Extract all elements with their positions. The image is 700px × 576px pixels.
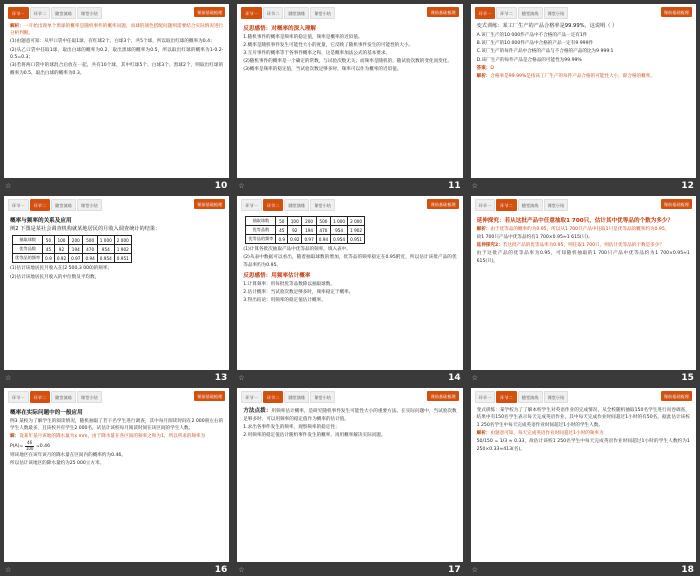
slide-title: 概率与频率的关系及应用 bbox=[10, 217, 72, 224]
slide-cell[interactable] bbox=[233, 192, 466, 384]
table-cell: 954 bbox=[97, 245, 114, 254]
slide-topbar bbox=[237, 196, 462, 212]
paragraph: D.该厂生产的每件产品是合格品的可能性为99.99% bbox=[476, 57, 582, 63]
tab-item[interactable]: 环节一 bbox=[241, 391, 262, 403]
paragraph-text: 一开始出现单个黑球的概率是随机事件的概率问题，而球的颜色搭配问题则需要结合实际情况进行分析判断。 bbox=[10, 23, 224, 37]
slide-cell[interactable] bbox=[467, 0, 700, 192]
tab-item[interactable]: 环节二 bbox=[496, 7, 517, 19]
tab-item[interactable]: 课堂小结 bbox=[77, 391, 102, 403]
tab-item[interactable]: 课堂小结 bbox=[310, 391, 335, 403]
formula-tail: =0.46 bbox=[35, 444, 51, 450]
tab-item[interactable]: 课堂小结 bbox=[310, 199, 335, 211]
slide-body bbox=[471, 404, 696, 453]
slide-topbar bbox=[471, 4, 696, 20]
table-cell: 优等品的频率 bbox=[246, 235, 276, 244]
table-cell: 0.954 bbox=[331, 235, 348, 244]
paragraph: 2.用频率的稳定值估计随机事件发生的概率，再用概率解决实际问题。 bbox=[243, 433, 386, 439]
slide-cell[interactable] bbox=[233, 384, 466, 576]
paragraph: (1)由题意可知：从甲口袋中任取1球，有红球2个、白球3个，共5个球，所以取出红球的概率为0.4； bbox=[10, 39, 215, 45]
paragraph: 故1 700只产品中优等品约有1 700×0.95≈1 615(只)。 bbox=[476, 234, 593, 240]
paragraph: 1.计算频率：用每批优等品数除以抽取球数。 bbox=[243, 281, 335, 287]
tab-group bbox=[8, 7, 102, 19]
table-cell: 194 bbox=[69, 245, 83, 254]
paragraph: C.该厂生产的每件产品中合格的产品与不合格的产品的比为9 999∶1 bbox=[476, 49, 614, 55]
paragraph: (3)若将两口袋中的球混合后放在一起，共有10个球，其中红球5个、白球3个、黑球2个，则取出红球的概率为0.5，取出白球的概率为0.3。 bbox=[10, 63, 224, 76]
table-row bbox=[13, 245, 132, 254]
tab-item[interactable]: 环节一 bbox=[241, 7, 262, 19]
table-cell: 200 bbox=[302, 217, 316, 226]
slide-topbar bbox=[237, 4, 462, 20]
table-row bbox=[246, 217, 365, 226]
table-cell: 50 bbox=[276, 217, 288, 226]
table-cell: 50 bbox=[43, 236, 55, 245]
tab-item[interactable]: 课堂小结 bbox=[77, 7, 102, 19]
slide-cell[interactable] bbox=[0, 0, 233, 192]
tab-group bbox=[241, 7, 335, 19]
favorite-icon[interactable]: ☆ bbox=[471, 566, 478, 574]
slide-topbar bbox=[237, 388, 462, 404]
slide-title: 反思感悟：用频率估计概率 bbox=[243, 272, 311, 279]
paragraph: B.该厂生产的10 000件产品中合格的产品一定有9 999件 bbox=[476, 41, 594, 47]
table-cell: 0.94 bbox=[316, 235, 330, 244]
paragraph: (2)随机事件的概率是一个确定的常数，与试验次数无关；而频率是随机的，随试验次数的变化而变化。 bbox=[243, 59, 452, 65]
tab-item[interactable]: 随堂演练 bbox=[284, 199, 309, 211]
paragraph: 1.随机事件的概率是频率的稳定值，频率是概率的近似值。 bbox=[243, 34, 363, 40]
table-cell: 200 bbox=[69, 236, 83, 245]
table-cell: 2 000 bbox=[114, 236, 131, 245]
table-cell: 0.951 bbox=[348, 235, 365, 244]
slide-body bbox=[4, 212, 229, 281]
paragraph: 2.概率是随机事件发生可能性大小的度量，它反映了随机事件发生的可能性的大小。 bbox=[243, 42, 414, 48]
tab-item[interactable]: 环节二 bbox=[30, 7, 51, 19]
paragraph bbox=[477, 73, 690, 80]
paragraph-text: D bbox=[490, 65, 494, 71]
favorite-icon[interactable]: ☆ bbox=[238, 566, 245, 574]
tab-group bbox=[475, 391, 569, 403]
slide-14[interactable] bbox=[237, 196, 462, 370]
tab-item[interactable]: 环节一 bbox=[475, 199, 496, 211]
paragraph bbox=[477, 430, 690, 437]
tab-group bbox=[241, 391, 335, 403]
paragraph: 3.得出结论：用频率的稳定值估计概率。 bbox=[243, 298, 326, 304]
formula-lead: P(A)= bbox=[10, 444, 24, 450]
paragraph bbox=[477, 242, 690, 249]
table-cell: 470 bbox=[316, 226, 330, 235]
tab-item[interactable]: 环节一 bbox=[475, 391, 496, 403]
table-cell: 0.97 bbox=[69, 254, 83, 263]
table-cell: 0.94 bbox=[83, 254, 97, 263]
course-review-button[interactable]: 课前基础梳理 bbox=[661, 7, 692, 17]
paragraph: 所以估计该地区的降水量约为25 000立方米。 bbox=[10, 461, 105, 467]
table-cell: 0.97 bbox=[302, 235, 316, 244]
slide-title: 反思感悟：对概率的深入理解 bbox=[243, 25, 317, 32]
table-cell: 194 bbox=[302, 226, 316, 235]
slide-topbar bbox=[4, 388, 229, 404]
slide-cell[interactable] bbox=[0, 192, 233, 384]
paragraph-label: 解析： bbox=[476, 430, 491, 436]
table-cell: 100 bbox=[288, 217, 302, 226]
page-number: 17 bbox=[448, 565, 461, 575]
favorite-icon[interactable]: ☆ bbox=[238, 182, 245, 190]
slide-topbar bbox=[471, 196, 696, 212]
tab-item[interactable]: 随堂演练 bbox=[51, 391, 76, 403]
table-cell: 1 902 bbox=[114, 245, 131, 254]
paragraph-label: 延伸探究2： bbox=[476, 242, 503, 248]
data-table bbox=[245, 216, 365, 244]
paragraph-text: 用频率估计概率，是研究随机事件发生可能性大小的重要方法。在实际问题中，当试验次数足够多时，可以用频率的稳定值作为概率的估计值。 bbox=[243, 408, 457, 422]
paragraph-label: 答案： bbox=[476, 65, 491, 71]
slide-subtitle: 例3 某校为了解学生的阅读情况，随机抽取了若干名学生进行调查，其中每月阅读时间在2 000册左右的学生人数最多，且该校共有学生2 000名，试估计该校每月阅读时间在该区间的学生人数。 bbox=[10, 418, 224, 431]
table-cell: 100 bbox=[54, 236, 68, 245]
slide-body bbox=[4, 20, 229, 77]
table-row bbox=[246, 235, 365, 244]
denominator: 100 bbox=[25, 445, 34, 451]
tab-item[interactable]: 环节二 bbox=[30, 199, 51, 211]
slide-title: 延伸探究：若从这批产品中任意抽取1 700只，估计其中优等品的个数为多少？ bbox=[476, 217, 674, 224]
paragraph-label: 解析： bbox=[476, 226, 491, 232]
tab-item[interactable]: 随堂演练 bbox=[518, 199, 543, 211]
table-cell: 优等品的频率 bbox=[13, 254, 43, 263]
slide-18[interactable] bbox=[471, 388, 696, 562]
paragraph: 3.互斥事件的概率等于各事件概率之和，这是概率加法公式的基本要求。 bbox=[243, 50, 391, 56]
favorite-icon[interactable]: ☆ bbox=[5, 182, 12, 190]
table-cell: 0.9 bbox=[276, 235, 288, 244]
tab-item[interactable]: 随堂演练 bbox=[284, 7, 309, 19]
table-row bbox=[13, 254, 132, 263]
paragraph-label: 解： bbox=[10, 434, 20, 440]
paragraph: (1)估计该地居民月收入在[2 500,3 000)的频率； bbox=[10, 266, 113, 272]
tab-item[interactable]: 课堂小结 bbox=[544, 199, 569, 211]
page-number: 15 bbox=[681, 373, 694, 383]
tab-item[interactable]: 课堂小结 bbox=[544, 7, 569, 19]
table-cell: 0.9 bbox=[43, 254, 55, 263]
tab-item[interactable]: 环节一 bbox=[241, 199, 262, 211]
slide-17[interactable] bbox=[237, 388, 462, 562]
table-cell: 0.951 bbox=[114, 254, 131, 263]
tab-item[interactable]: 随堂演练 bbox=[518, 7, 543, 19]
favorite-icon[interactable]: ☆ bbox=[471, 374, 478, 382]
table-cell: 1 902 bbox=[348, 226, 365, 235]
paragraph-text: 由题意可知，每天完成英语作业时间超过1小时的频率为 bbox=[490, 430, 604, 436]
table-cell: 0.92 bbox=[288, 235, 302, 244]
paragraph: (2)估计该地居民月收入的中位数及平均数。 bbox=[10, 274, 100, 280]
paragraph: (2)从乙口袋中任取1球，取出白球的概率为0.2，取出黑球的概率为0.5，所以取出红球的概率为1-0.2-0.5=0.3； bbox=[10, 47, 224, 61]
slide-title: 变式训练：某学校为了了解本校学生对英语作业的完成情况，从全校随机抽取150名学生进行问卷调查，结果中有150名学生表示每天完成英语作业，其中每天完成作业时间超过1小时的有50名。据此估计该校1 250名学生中每天完成英语作业时间超过1小时的学生人数。 bbox=[476, 407, 690, 428]
numerator: 46 bbox=[25, 441, 35, 446]
tab-item[interactable]: 随堂演练 bbox=[284, 391, 309, 403]
slide-13[interactable] bbox=[4, 196, 229, 370]
paragraph: (1)计算各批次抽取产品中优等品的频率，填入表中。 bbox=[243, 247, 351, 252]
table-cell: 0.954 bbox=[97, 254, 114, 263]
page-number: 12 bbox=[681, 181, 694, 191]
slide-title: 方法点拨： bbox=[243, 407, 272, 414]
page-number: 18 bbox=[681, 565, 694, 575]
table-cell: 500 bbox=[316, 217, 330, 226]
slide-body bbox=[471, 20, 696, 80]
tab-item[interactable]: 环节二 bbox=[263, 391, 284, 403]
tab-item[interactable]: 课堂小结 bbox=[544, 391, 569, 403]
tab-group bbox=[8, 391, 102, 403]
tab-item[interactable]: 随堂演练 bbox=[51, 7, 76, 19]
paragraph: A.该厂生产的10 000件产品中不合格的产品一定有1件 bbox=[476, 32, 588, 38]
paragraph: (3)概率是频率的稳定值，当试验次数足够多时，频率可以作为概率的近似值。 bbox=[243, 67, 402, 73]
course-review-button[interactable]: 课前基础梳理 bbox=[194, 7, 225, 17]
favorite-icon[interactable]: ☆ bbox=[5, 566, 12, 574]
table-cell: 0.92 bbox=[54, 254, 68, 263]
page-number: 16 bbox=[214, 565, 228, 575]
paragraph-text: 若这批产品的优等品率为0.95，则任取1 700只，则估计优等品的个数是多少？ bbox=[502, 242, 664, 248]
table-row bbox=[13, 236, 132, 245]
table-cell: 优等品数 bbox=[13, 245, 43, 254]
tab-item[interactable]: 课堂小结 bbox=[310, 7, 335, 19]
slide-subtitle: 例2 下图是某社会调查机构就某地居民的月收入调查统计的结果： bbox=[10, 225, 161, 232]
slide-title: 变式训练：某工厂生产的产品合格率是99.99%，这说明（ ） bbox=[476, 23, 618, 29]
tab-item[interactable]: 环节一 bbox=[8, 199, 29, 211]
table-cell: 抽取球数 bbox=[13, 236, 43, 245]
table-cell: 92 bbox=[288, 226, 302, 235]
paragraph: 由于这批产品的优等品率为0.95，可知随机抽取的1 700只产品中优等品约为1 700×0.95≈1 615(只)。 bbox=[476, 251, 690, 264]
slide-10[interactable] bbox=[4, 4, 229, 178]
course-review-button[interactable]: 课前基础梳理 bbox=[661, 391, 692, 401]
course-review-button[interactable]: 课前基础梳理 bbox=[427, 391, 458, 401]
data-table bbox=[12, 235, 132, 263]
slide-topbar bbox=[4, 196, 229, 212]
slide-body bbox=[471, 212, 696, 265]
favorite-icon[interactable]: ☆ bbox=[471, 182, 478, 190]
tab-item[interactable]: 随堂演练 bbox=[518, 391, 543, 403]
table-cell: 2 000 bbox=[348, 217, 365, 226]
paragraph bbox=[243, 407, 456, 423]
slide-cell[interactable] bbox=[467, 384, 700, 576]
page-number: 14 bbox=[448, 373, 461, 383]
paragraph bbox=[477, 65, 690, 72]
paragraph-label: 解析： bbox=[10, 23, 24, 29]
course-review-button[interactable]: 课前基础梳理 bbox=[661, 199, 692, 209]
slide-topbar bbox=[471, 388, 696, 404]
table-cell: 500 bbox=[83, 236, 97, 245]
slide-body bbox=[237, 404, 462, 440]
paragraph-label: 解析： bbox=[476, 73, 491, 79]
favorite-icon[interactable]: ☆ bbox=[238, 374, 245, 382]
tab-item[interactable]: 课堂小结 bbox=[77, 199, 102, 211]
slide-body bbox=[4, 404, 229, 468]
table-row bbox=[246, 226, 365, 235]
paragraph-text: 合格率是99.99%是指该工厂生产的每件产品合格的可能性大小，即合格的概率。 bbox=[490, 73, 655, 79]
paragraph bbox=[10, 23, 223, 38]
slide-cell[interactable] bbox=[467, 192, 700, 384]
course-review-button[interactable]: 课前基础梳理 bbox=[194, 391, 225, 401]
paragraph-text: 设某年某月该地的降水量为x mm，由于降水量在各区间的频率之和为1，所以所求的频率为 bbox=[19, 434, 206, 440]
table-cell: 抽取球数 bbox=[246, 217, 276, 226]
table-cell: 1 000 bbox=[331, 217, 348, 226]
tab-group bbox=[8, 199, 102, 211]
tab-item[interactable]: 环节二 bbox=[263, 7, 284, 19]
course-review-button[interactable]: 课前基础梳理 bbox=[427, 7, 458, 17]
slide-16[interactable] bbox=[4, 388, 229, 562]
tab-item[interactable]: 环节一 bbox=[8, 7, 29, 19]
table-cell: 45 bbox=[43, 245, 55, 254]
tab-group bbox=[475, 7, 569, 19]
table-cell: 470 bbox=[83, 245, 97, 254]
slide-title: 概率在实际问题中的一般应用 bbox=[10, 409, 83, 416]
slide-cell[interactable] bbox=[233, 0, 466, 192]
slide-12[interactable] bbox=[471, 4, 696, 178]
slide-15[interactable] bbox=[471, 196, 696, 370]
slide-cell[interactable] bbox=[0, 384, 233, 576]
table-cell: 92 bbox=[54, 245, 68, 254]
paragraph bbox=[477, 226, 690, 233]
tab-item[interactable]: 随堂演练 bbox=[51, 199, 76, 211]
page-number: 13 bbox=[214, 373, 228, 383]
slide-body bbox=[237, 212, 462, 305]
paragraph-text: 由于优等品的概率约为0.95，所以从1 700只产品中任取1只是优等品的概率约为0.95， bbox=[490, 226, 670, 232]
table-cell: 1 000 bbox=[97, 236, 114, 245]
table-cell: 45 bbox=[276, 226, 288, 235]
tab-item[interactable]: 环节一 bbox=[8, 391, 29, 403]
paragraph bbox=[10, 433, 223, 440]
tab-item[interactable]: 环节二 bbox=[496, 199, 517, 211]
tab-item[interactable]: 环节二 bbox=[30, 391, 51, 403]
page-number: 10 bbox=[214, 181, 228, 191]
paragraph: 50/150 = 1/3 ≈ 0.33，故估计该校1 250名学生中每天完成英语作业时间超过1小时的学生人数约为1 250×0.33≈413(名)。 bbox=[476, 439, 690, 452]
slide-11[interactable] bbox=[237, 4, 462, 178]
paragraph: 则该地区在该年该月的降水量在区间内的概率约为0.46。 bbox=[10, 452, 126, 458]
table-cell: 954 bbox=[331, 226, 348, 235]
slide-topbar bbox=[4, 4, 229, 20]
tab-item[interactable]: 环节二 bbox=[496, 391, 517, 403]
favorite-icon[interactable]: ☆ bbox=[5, 374, 12, 382]
paragraph bbox=[10, 441, 223, 451]
page-number: 11 bbox=[448, 181, 461, 191]
paragraph: (2)从表中数据可以看出，随着抽取球数的增加，优等品的频率稳定在0.95附近，所以估计该批产品的优等品率约为0.95。 bbox=[243, 255, 457, 268]
tab-group bbox=[241, 199, 335, 211]
paragraph: 2.估计概率：当试验次数足够多时，频率稳定于概率。 bbox=[243, 289, 354, 295]
course-review-button[interactable]: 课前基础梳理 bbox=[194, 199, 225, 209]
paragraph: 1.求出各事件发生的频率，观察频率的稳定性； bbox=[243, 425, 340, 431]
table-cell: 优等品数 bbox=[246, 226, 276, 235]
slide-body bbox=[237, 20, 462, 74]
course-review-button[interactable]: 课前基础梳理 bbox=[427, 199, 458, 209]
tab-group bbox=[475, 199, 569, 211]
tab-item[interactable]: 环节一 bbox=[475, 7, 496, 19]
tab-item[interactable]: 环节二 bbox=[263, 199, 284, 211]
fraction bbox=[25, 441, 35, 450]
